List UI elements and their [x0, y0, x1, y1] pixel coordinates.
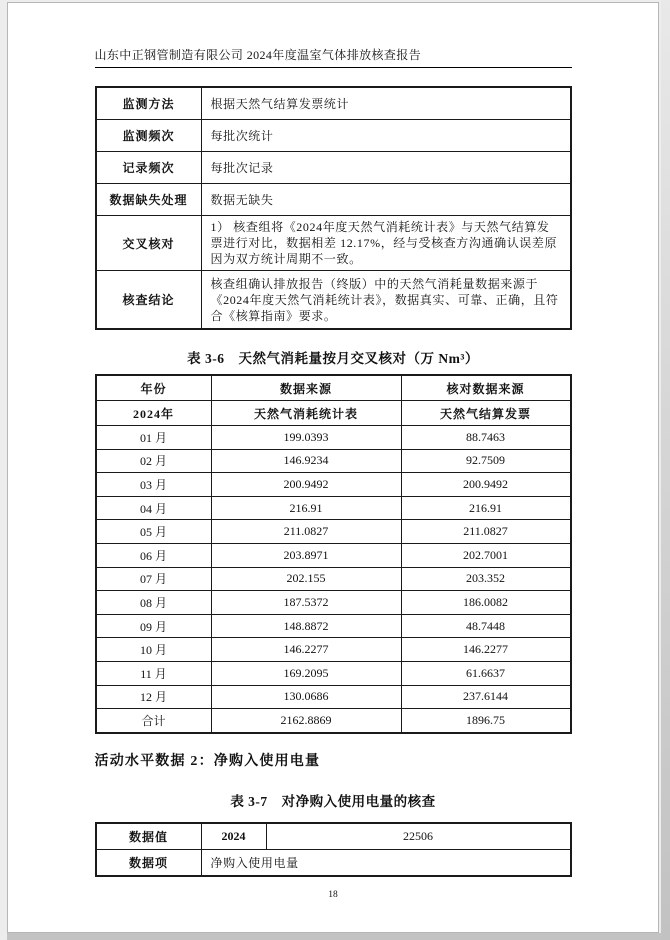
row-label: 数据项	[96, 849, 202, 876]
table-row	[96, 614, 571, 638]
value-cell: 216.91	[211, 496, 401, 520]
month-cell: 03 月	[96, 473, 212, 497]
page-header-title: 山东中正钢管制造有限公司 2024年度温室气体排放核查报告	[95, 48, 572, 68]
value-cell: 237.6144	[401, 685, 571, 709]
table-row	[96, 638, 571, 662]
month-cell: 10 月	[96, 638, 212, 662]
value-cell: 199.0393	[211, 426, 401, 450]
row-value: 1） 核查组将《2024年度天然气消耗统计表》与天然气结算发票进行对比，数据相差 12.17%，经与受核查方沟通确认误差原因为双方统计周期不一致。	[201, 216, 571, 271]
page-content	[95, 48, 572, 900]
table-row	[96, 591, 571, 615]
year-cell: 2024	[201, 823, 266, 850]
value-cell: 146.9234	[211, 449, 401, 473]
row-value: 每批次记录	[201, 152, 571, 184]
table-subheader-row	[96, 401, 571, 426]
table-row	[96, 216, 571, 271]
row-label: 监测方法	[96, 87, 202, 120]
table-row	[96, 543, 571, 567]
table-row	[96, 152, 571, 184]
value-cell: 211.0827	[211, 520, 401, 544]
value-cell: 130.0686	[211, 685, 401, 709]
table-row	[96, 823, 571, 850]
table-3-6-title: 表 3-6 天然气消耗量按月交叉核对（万 Nm³）	[187, 351, 479, 366]
row-label: 监测频次	[96, 120, 202, 152]
value-cell: 203.8971	[211, 543, 401, 567]
month-cell: 12 月	[96, 685, 212, 709]
value-cell: 92.7509	[401, 449, 571, 473]
value-cell: 202.155	[211, 567, 401, 591]
page-edge-shadow-bottom	[7, 933, 661, 940]
table-row	[96, 87, 571, 120]
table-header-row	[96, 375, 571, 401]
table-total-row	[96, 709, 571, 733]
row-value: 每批次统计	[201, 120, 571, 152]
row-label: 数据值	[96, 823, 202, 850]
value-cell: 61.6637	[401, 661, 571, 685]
table-row	[96, 849, 571, 876]
row-value: 根据天然气结算发票统计	[201, 87, 571, 120]
table-row	[96, 449, 571, 473]
row-label: 交叉核对	[96, 216, 202, 271]
section-heading-activity-data-2: 活动水平数据 2：净购入使用电量	[94, 753, 321, 769]
table-row	[96, 473, 571, 497]
value-cell: 148.8872	[211, 614, 401, 638]
column-subheader: 2024年	[96, 401, 212, 426]
electricity-check-table	[95, 822, 572, 877]
table-row	[96, 120, 571, 152]
row-label: 记录频次	[96, 152, 202, 184]
value-cell: 146.2277	[211, 638, 401, 662]
row-label: 数据缺失处理	[96, 184, 202, 216]
value-cell: 186.0082	[401, 591, 571, 615]
value-cell: 200.9492	[401, 473, 571, 497]
month-cell: 01 月	[96, 426, 212, 450]
value-cell: 202.7001	[401, 543, 571, 567]
month-cell: 11 月	[96, 661, 212, 685]
column-header: 年份	[96, 375, 212, 401]
row-value: 数据无缺失	[201, 184, 571, 216]
value-cell: 22506	[266, 823, 571, 850]
value-cell: 200.9492	[211, 473, 401, 497]
row-label: 核查结论	[96, 271, 202, 330]
month-cell: 09 月	[96, 614, 212, 638]
table-row	[96, 567, 571, 591]
month-cell: 02 月	[96, 449, 212, 473]
page-edge-shadow-right	[661, 0, 670, 940]
total-value: 1896.75	[401, 709, 571, 733]
document-page	[7, 2, 659, 933]
column-header: 核对数据来源	[401, 375, 571, 401]
value-cell: 88.7463	[401, 426, 571, 450]
monthly-crosscheck-table	[95, 374, 572, 734]
value-cell: 216.91	[401, 496, 571, 520]
table-row	[96, 426, 571, 450]
value-cell: 146.2277	[401, 638, 571, 662]
table-row	[96, 520, 571, 544]
month-cell: 05 月	[96, 520, 212, 544]
total-label: 合计	[96, 709, 212, 733]
value-cell: 48.7448	[401, 614, 571, 638]
table-row	[96, 661, 571, 685]
table-3-7-title: 表 3-7 对净购入使用电量的核查	[230, 793, 436, 809]
month-cell: 04 月	[96, 496, 212, 520]
table-row	[96, 184, 571, 216]
table-row	[96, 496, 571, 520]
value-cell: 187.5372	[211, 591, 401, 615]
month-cell: 06 月	[96, 543, 212, 567]
row-value: 核查组确认排放报告（终版）中的天然气消耗量数据来源于《2024年度天然气消耗统计表》，数据真实、可靠、正确，且符合《核算指南》要求。	[201, 271, 571, 330]
column-header: 数据来源	[211, 375, 401, 401]
value-cell: 203.352	[401, 567, 571, 591]
value-cell: 211.0827	[401, 520, 571, 544]
monitoring-info-table	[95, 86, 572, 330]
month-cell: 07 月	[96, 567, 212, 591]
value-cell: 169.2095	[211, 661, 401, 685]
table-row	[96, 685, 571, 709]
column-subheader: 天然气结算发票	[401, 401, 571, 426]
table-row	[96, 271, 571, 330]
column-subheader: 天然气消耗统计表	[211, 401, 401, 426]
page-number: 18	[328, 889, 338, 900]
total-value: 2162.8869	[211, 709, 401, 733]
month-cell: 08 月	[96, 591, 212, 615]
value-cell: 净购入使用电量	[201, 849, 571, 876]
